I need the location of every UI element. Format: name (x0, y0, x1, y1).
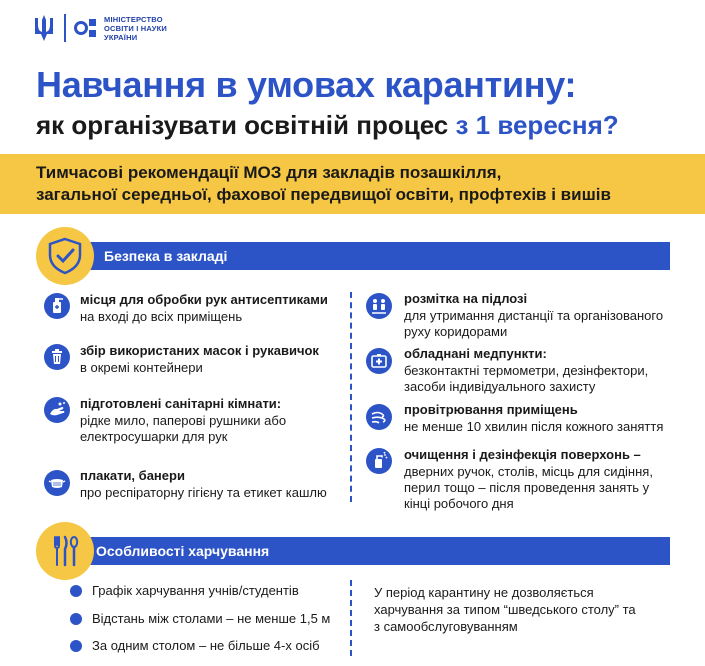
food-note: У період карантину не дозволяється харчування за типом “шведського столу” та з самообслуговуванням (374, 585, 636, 634)
food-item: Графік харчування учнів/студентів (92, 583, 299, 598)
item-desc: засоби індивідуального захисту (404, 379, 596, 394)
item-title: місця для обробки рук антисептиками (80, 292, 328, 307)
trident-icon (34, 14, 54, 42)
item-title: провітрювання приміщень (404, 402, 578, 417)
banner-text: Тимчасові рекомендації МОЗ для закладів позашкілля, загальної середньої, фахової передвищої освіти, профтехів і вишів (36, 163, 611, 204)
page-subtitle: як організувати освітній процес з 1 вересня? (36, 110, 619, 140)
item-title: збір використаних масок і рукавичок (80, 343, 319, 358)
item-desc: кінці робочого дня (404, 496, 514, 511)
item-desc: в окремі контейнери (80, 360, 203, 375)
column-divider (350, 292, 352, 502)
item-desc: на вході до всіх приміщень (80, 309, 243, 324)
food-item: Відстань між столами – не менше 1,5 м (92, 611, 331, 626)
food-section-label: Особливості харчування (96, 543, 270, 559)
item-desc: дверних ручок, столів, місць для сидіння, (404, 464, 653, 479)
item-desc: безконтактні термометри, дезінфектори, (404, 363, 649, 378)
column-divider (350, 580, 352, 656)
item-title: підготовлені санітарні кімнати: (80, 396, 282, 411)
item-desc: перил тощо – після проведення занять у (404, 480, 650, 495)
item-desc: електросушарки для рук (80, 429, 228, 444)
item-desc: рідке мило, паперові рушники або (80, 413, 287, 428)
food-item: За одним столом – не більше 4-х осіб (92, 638, 320, 653)
sanitizer-icon (44, 293, 70, 319)
ministry-logo-icon (74, 16, 98, 40)
item-desc: руху коридорами (404, 324, 508, 339)
item-desc: про респіраторну гігієну та етикет кашлю (80, 485, 327, 500)
logo-separator (64, 14, 66, 42)
trash-bin-icon (44, 344, 70, 370)
ventilation-icon (366, 404, 392, 430)
distance-icon (366, 293, 392, 319)
item-title: очищення і дезінфекція поверхонь – (404, 447, 641, 462)
bullet-dot (70, 640, 82, 652)
item-title: розмітка на підлозі (404, 291, 528, 306)
item-desc: для утримання дистанції та організованого (404, 308, 664, 323)
cutlery-icon (46, 531, 84, 571)
ministry-name: МІНІСТЕРСТВО ОСВІТИ І НАУКИ УКРАЇНИ (104, 15, 167, 42)
spray-icon (366, 448, 392, 474)
shield-check-icon (46, 236, 84, 276)
safety-section-label: Безпека в закладі (104, 248, 228, 264)
item-desc: не менше 10 хвилин після кожного заняття (404, 419, 664, 434)
first-aid-icon (366, 348, 392, 374)
page-title: Навчання в умовах карантину: (36, 64, 577, 105)
hand-washing-icon (44, 397, 70, 423)
item-title: плакати, банери (80, 468, 185, 483)
item-title: обладнані медпункти: (404, 346, 547, 361)
bullet-dot (70, 613, 82, 625)
bullet-dot (70, 585, 82, 597)
mask-icon (44, 470, 70, 496)
